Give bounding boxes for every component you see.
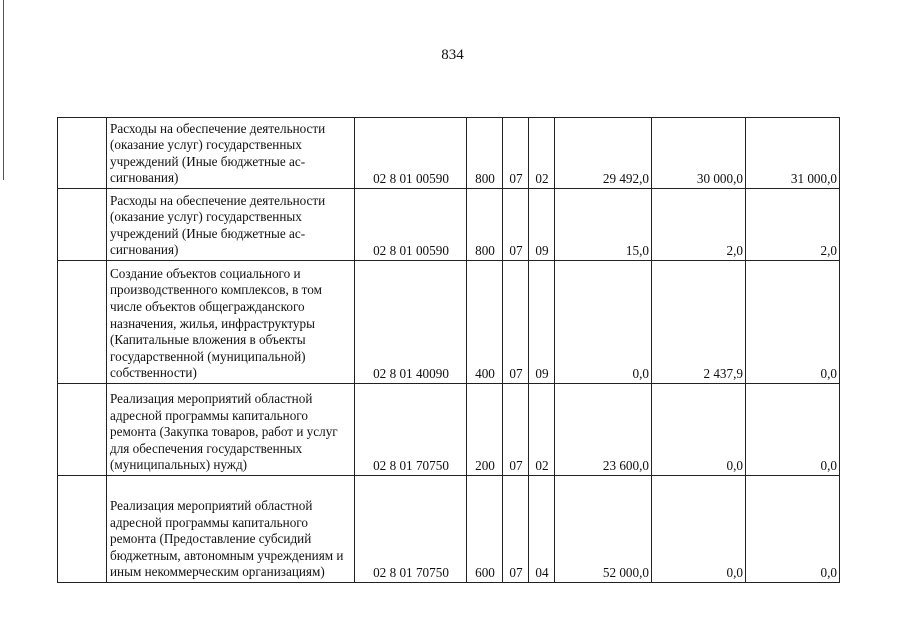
row-subsection: 09 [529, 189, 555, 261]
row-amount-year2: 30 000,0 [652, 118, 746, 189]
row-expense-type: 800 [467, 118, 503, 189]
row-amount-year1: 29 492,0 [555, 118, 652, 189]
row-amount-year3: 2,0 [746, 189, 840, 261]
row-subsection: 02 [529, 118, 555, 189]
scan-edge-line [3, 0, 4, 180]
row-subsection: 02 [529, 384, 555, 476]
row-amount-year2: 2,0 [652, 189, 746, 261]
row-index-cell [58, 189, 107, 261]
row-subsection: 04 [529, 476, 555, 583]
row-amount-year1: 23 600,0 [555, 384, 652, 476]
row-target-code: 02 8 01 00590 [355, 189, 467, 261]
row-amount-year3: 31 000,0 [746, 118, 840, 189]
table-row [58, 261, 840, 384]
row-description: Расходы на обеспечение деятельности (оказание услуг) государственных учреждений (Иные бюджетные ассигнования) [107, 189, 355, 261]
budget-table [57, 117, 840, 583]
row-index-cell [58, 118, 107, 189]
row-description: Реализация мероприятий областной адресной программы капитального ремонта (Предоставление субсидий бюджетным, автономным учреждениям и иным некоммерческим организациям) [107, 476, 355, 583]
row-description: Расходы на обеспечение деятельности (оказание услуг) государственных учреждений (Иные бюджетные ассигнования) [107, 118, 355, 189]
row-section: 07 [503, 261, 529, 384]
row-expense-type: 600 [467, 476, 503, 583]
row-amount-year1: 15,0 [555, 189, 652, 261]
row-section: 07 [503, 384, 529, 476]
table-row [58, 384, 840, 476]
row-amount-year2: 2 437,9 [652, 261, 746, 384]
row-target-code: 02 8 01 00590 [355, 118, 467, 189]
row-amount-year1: 0,0 [555, 261, 652, 384]
row-target-code: 02 8 01 70750 [355, 384, 467, 476]
row-description: Реализация мероприятий областной адресной программы капитального ремонта (Закупка товаров, работ и услуг для обеспечения государственных (муниципальных) нужд) [107, 384, 355, 476]
row-section: 07 [503, 118, 529, 189]
row-amount-year2: 0,0 [652, 384, 746, 476]
row-index-cell [58, 476, 107, 583]
table-row [58, 476, 840, 583]
row-section: 07 [503, 476, 529, 583]
row-expense-type: 800 [467, 189, 503, 261]
page-number: 834 [441, 47, 464, 63]
row-index-cell [58, 261, 107, 384]
row-target-code: 02 8 01 70750 [355, 476, 467, 583]
row-amount-year1: 52 000,0 [555, 476, 652, 583]
row-amount-year3: 0,0 [746, 476, 840, 583]
row-target-code: 02 8 01 40090 [355, 261, 467, 384]
row-index-cell [58, 384, 107, 476]
table-row [58, 189, 840, 261]
row-amount-year3: 0,0 [746, 384, 840, 476]
row-expense-type: 200 [467, 384, 503, 476]
table-row [58, 118, 840, 189]
row-subsection: 09 [529, 261, 555, 384]
row-description: Создание объектов социального и производственного комплексов, в том числе объектов общегражданского назначения, жилья, инфраструктуры (Капитальные вложения в объекты государственной (муниципальной) собственности) [107, 261, 355, 384]
row-section: 07 [503, 189, 529, 261]
row-expense-type: 400 [467, 261, 503, 384]
row-amount-year3: 0,0 [746, 261, 840, 384]
row-amount-year2: 0,0 [652, 476, 746, 583]
